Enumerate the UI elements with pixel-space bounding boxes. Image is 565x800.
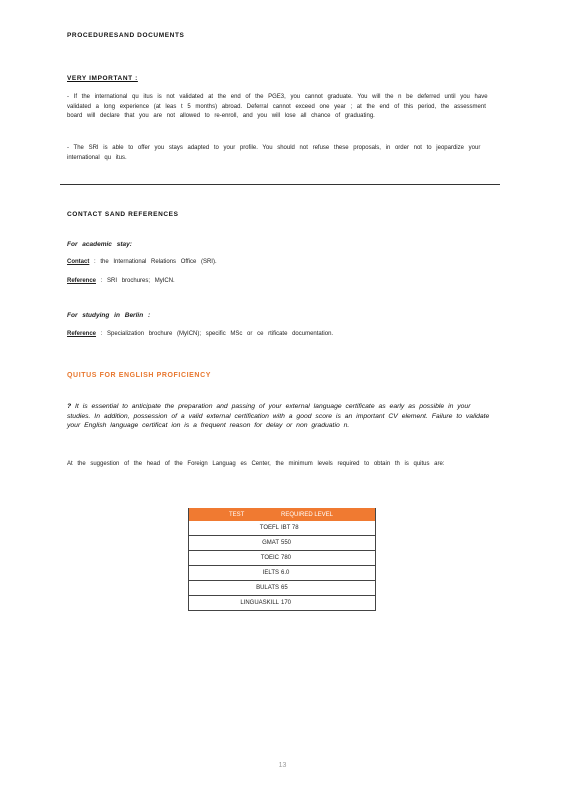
- academic-contact-text: : the International Relations Office (SRI).: [94, 259, 217, 265]
- table-row: [189, 521, 376, 536]
- very-important-paragraph-2: - The SRI is able to offer you stays adapted to your profile. You should not refuse these proposals, in order not to jeopardize your international qu itus.: [67, 145, 481, 161]
- berlin-reference-label: Reference: [67, 331, 97, 337]
- page-header-title: PROCEDURESAND DOCUMENTS: [67, 32, 185, 39]
- academic-contact-label: Contact: [67, 259, 90, 265]
- table-cell-test: IELTS: [189, 566, 282, 581]
- berlin-reference-text: : Specialization brochure (MyICN); specific MSc or ce rtificate documentation.: [100, 331, 334, 337]
- table-row: [189, 596, 376, 611]
- table-row: [189, 551, 376, 566]
- academic-stay-title: For academic stay:: [67, 241, 132, 248]
- table-cell-test: TOEFL: [189, 521, 282, 536]
- quitus-emphasis-text: It is essential to anticipate the preparation and passing of your external language certificate as early as possible in your studies. In addition, possession of a valid external certification with a good score is an important CV element. Failure to validate your English language certificat ion is a frequent reason for delay or non graduatio n.: [67, 403, 490, 429]
- required-levels-table: [188, 508, 376, 611]
- table-cell-test: BULATS: [189, 581, 282, 596]
- academic-reference-label: Reference: [67, 278, 97, 284]
- very-important-paragraph-1: - If the international qu itus is not validated at the end of the PGE3, you cannot graduate. You will the n be deferred until you have validated a long experience (at leas t 5 months) abroad. Deferral cannot exceed one year ; at the end of this period, the assessment board will declare that you are not allowed to re-enroll, and you will lose all chance of graduating.: [67, 94, 488, 119]
- very-important-heading: VERY IMPORTANT :: [67, 75, 138, 82]
- berlin-title: For studying in Berlin :: [67, 312, 151, 319]
- table-header-row: [189, 508, 376, 521]
- quitus-emphasis-block: [67, 402, 497, 431]
- table-row: [189, 566, 376, 581]
- table-header-test: TEST: [189, 508, 282, 521]
- academic-contact-line: [67, 258, 217, 268]
- page-number: 13: [278, 762, 287, 769]
- table-row: [189, 581, 376, 596]
- table-cell-level: IBT 78: [281, 521, 376, 536]
- academic-reference-line: [67, 277, 175, 287]
- table-header-level: REQUIRED LEVEL: [281, 508, 376, 521]
- table-cell-level: 65: [281, 581, 376, 596]
- table-cell-test: TOEIC: [189, 551, 282, 566]
- bullet-icon: ?: [67, 403, 72, 410]
- contacts-heading: CONTACT SAND REFERENCES: [67, 211, 179, 218]
- academic-reference-text: : SRI brochures; MyICN.: [100, 278, 175, 284]
- table-cell-level: 550: [281, 536, 376, 551]
- table-cell-level: 6.0: [281, 566, 376, 581]
- berlin-reference-line: [67, 330, 333, 340]
- quitus-suggestion-text: At the suggestion of the head of the Foreign Languag es Center, the minimum levels required to obtain th is quitus are:: [67, 461, 445, 467]
- table-cell-test: LINGUASKILL: [189, 596, 282, 611]
- table-cell-test: GMAT: [189, 536, 282, 551]
- table-cell-level: 780: [281, 551, 376, 566]
- quitus-heading: QUITUS FOR ENGLISH PROFICIENCY: [67, 372, 212, 379]
- section-divider: [60, 184, 500, 185]
- table-row: [189, 536, 376, 551]
- table-cell-level: 170: [281, 596, 376, 611]
